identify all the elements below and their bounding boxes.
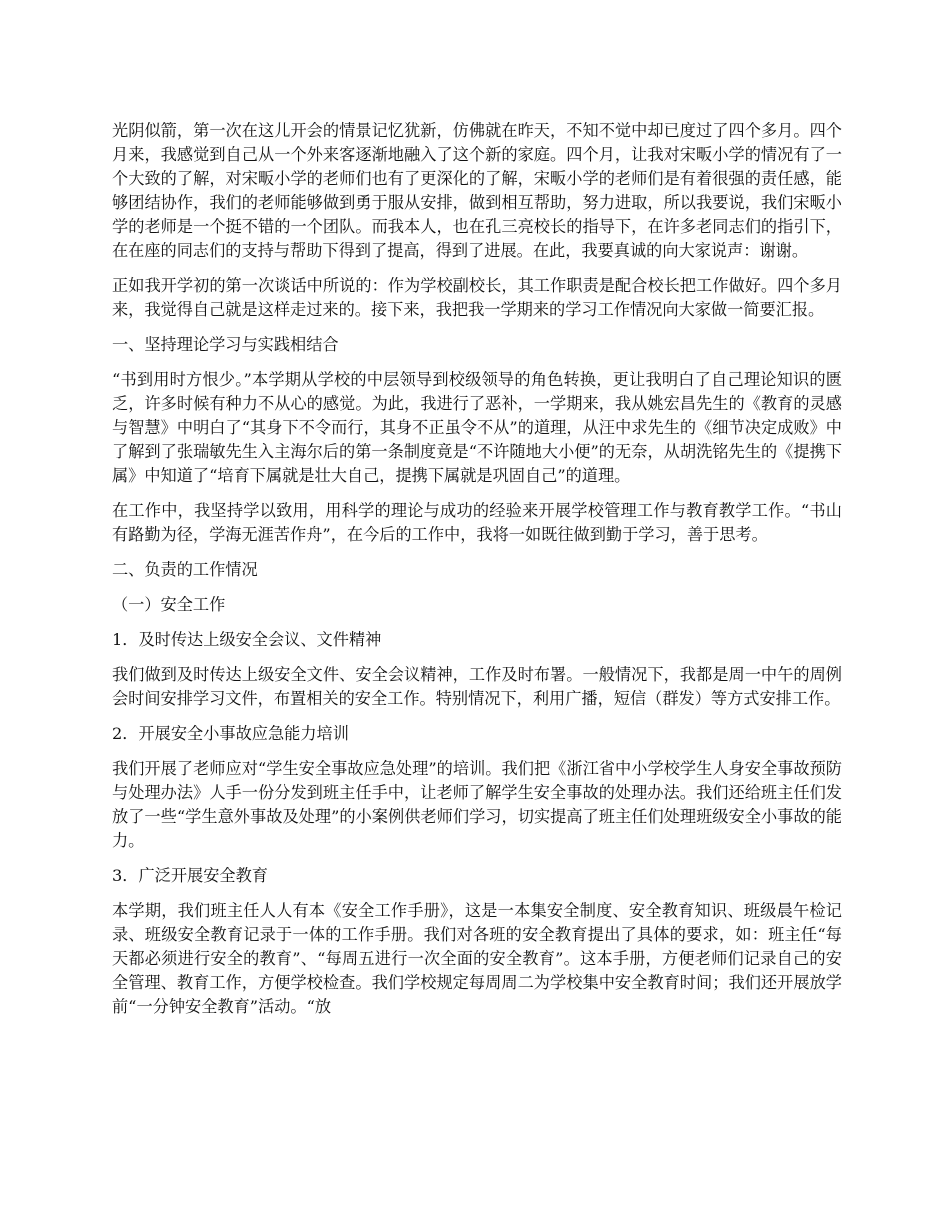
section-heading-theory: 一、坚持理论学习与实践相结合 [112,335,339,354]
paragraph-overview: 正如我开学初的第一次谈话中所说的：作为学校副校长，其工作职责是配合校长把工作做好。四个多月来，我觉得自己就是这样走过来的。接下来，我把我一学期来的学习工作情况向大家做一简要汇报。 [112,276,842,319]
document-body [112,119,842,1030]
paragraph-theory-study: “书到用时方恨少。”本学期从学校的中层领导到校级领导的角色转换，更让我明白了自己理论知识的匮乏，许多时候有种力不从心的感觉。为此，我进行了恶补，一学期来，我从姚宏昌先生的《教育的灵感与智慧》中明白了“其身下不令而行，其身不正虽令不从”的道理，从汪中求先生的《细节决定成败》中了解到了张瑞敏先生入主海尔后的第一条制度竟是“不许随地大小便”的无奈，从胡洗铭先生的《提携下属》中知道了“培育下属就是壮大自己，提携下属就是巩固自己”的道理。 [112,370,842,485]
paragraph-theory-practice: 在工作中，我坚持学以致用，用科学的理论与成功的经验来开展学校管理工作与教育教学工作。“书山有路勤为径，学海无涯苦作舟”，在今后的工作中，我将一如既往做到勤于学习，善于思考。 [112,501,842,544]
paragraph-intro: 光阴似箭，第一次在这儿开会的情景记忆犹新，仿佛就在昨天，不知不觉中却已度过了四个多月。四个月来，我感觉到自己从一个外来客逐渐地融入了这个新的家庭。四个月，让我对宋畈小学的情况有了一个大致的了解，对宋畈小学的老师们也有了更深化的了解，宋畈小学的老师们是有着很强的责任感，能够团结协作，我们的老师能够做到勇于服从安排，做到相互帮助，努力进取，所以我要说，我们宋畈小学的老师是一个挺不错的一个团队。而我本人，也在孔三亮校长的指导下，在许多老同志们的指引下，在在座的同志们的支持与帮助下得到了提高，得到了进展。在此，我要真诚的向大家说声：谢谢。 [112,121,842,260]
subsection-heading-safety: （一）安全工作 [112,595,226,614]
item-heading-3: 3．广泛开展安全教育 [112,866,268,885]
paragraph-item-3: 本学期，我们班主任人人有本《安全工作手册》，这是一本集安全制度、安全教育知识、班级晨午检记录、班级安全教育记录于一体的工作手册。我们对各班的安全教育提出了具体的要求，如：班主任“每天都必须进行安全的教育”、“每周五进行一次全面的安全教育”。这本手册，方便老师们记录自己的安全管理、教育工作，方便学校检查。我们学校规定每周周二为学校集中安全教育时间；我们还开展放学前“一分钟安全教育”活动。“放 [112,901,842,1016]
section-heading-work: 二、负责的工作情况 [112,560,258,579]
item-heading-2: 2．开展安全小事故应急能力培训 [112,724,349,743]
paragraph-item-2: 我们开展了老师应对“学生安全事故应急处理”的培训。我们把《浙江省中小学校学生人身安全事故预防与处理办法》人手一份分发到班主任手中，让老师了解学生安全事故的处理办法。我们还给班主任们发放了一些“学生意外事故及处理”的小案例供老师们学习，切实提高了班主任们处理班级安全小事故的能力。 [112,759,842,850]
item-heading-1: 1．及时传达上级安全会议、文件精神 [112,630,382,649]
paragraph-item-1: 我们做到及时传达上级安全文件、安全会议精神，工作及时布署。一般情况下，我都是周一中午的周例会时间安排学习文件，布置相关的安全工作。特别情况下，利用广播，短信（群发）等方式安排工作。 [112,665,842,708]
